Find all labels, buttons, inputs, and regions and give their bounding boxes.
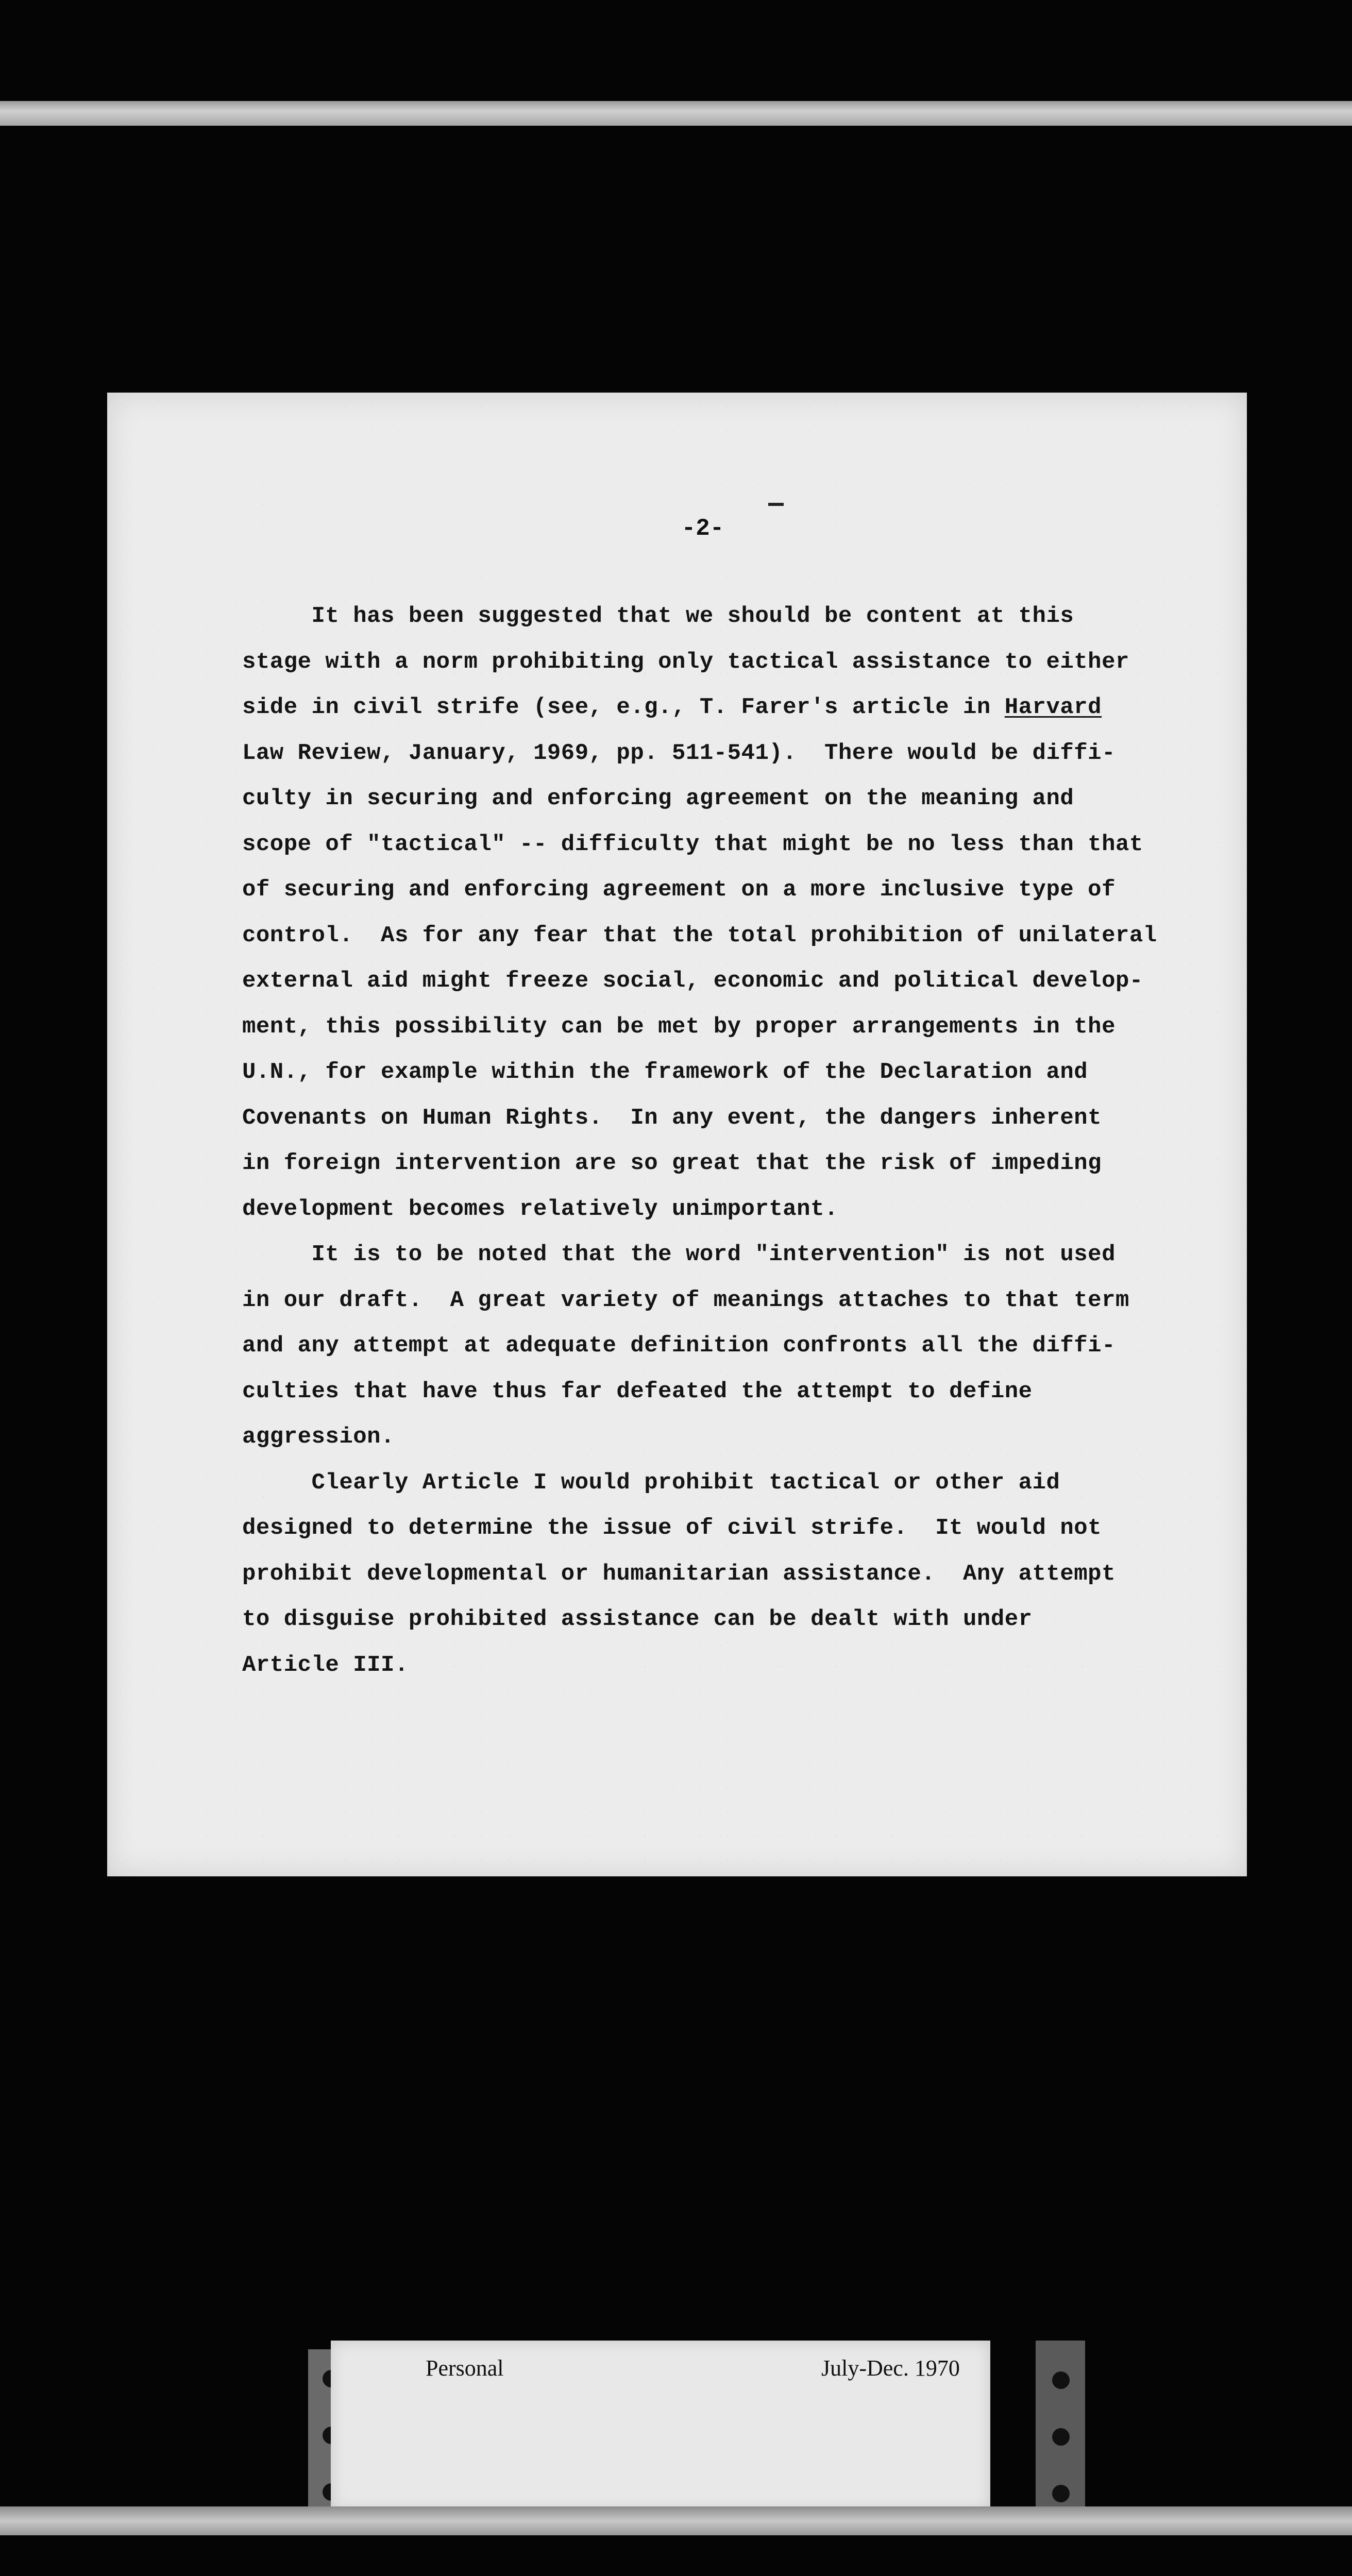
text-line: culties that have thus far defeated the attempt to define [242,1378,1033,1404]
text-line: Covenants on Human Rights. In any event, the dangers inherent [242,1105,1102,1131]
text-line: U.N., for example within the framework of the Declaration and [242,1059,1088,1085]
film-strip-bottom [0,2506,1352,2535]
text-line: Article III. [242,1652,409,1678]
dash-mark [768,503,784,506]
text-line: ment, this possibility can be met by proper arrangements in the [242,1013,1116,1040]
text-line-part: side in civil strife (see, e.g., T. Farer's article in [242,694,1005,720]
punch-hole [1052,2485,1070,2502]
punch-hole [1052,2371,1070,2389]
text-line: aggression. [242,1424,395,1450]
text-line: It is to be noted that the word "intervention" is not used [242,1242,1116,1267]
text-line: of securing and enforcing agreement on a more inclusive type of [242,877,1116,903]
punch-hole [1052,2428,1070,2446]
text-line: external aid might freeze social, economic and political develop- [242,968,1143,994]
paragraph-1 [242,594,1242,1232]
text-line: in our draft. A great variety of meanings attaches to that term [242,1287,1129,1313]
text-line: stage with a norm prohibiting only tactical assistance to either [242,649,1129,675]
text-line: culty in securing and enforcing agreement on the meaning and [242,786,1074,811]
document-body [242,594,1242,1688]
text-line: prohibit developmental or humanitarian assistance. Any attempt [242,1561,1116,1587]
text-line: scope of "tactical" -- difficulty that might be no less than that [242,831,1143,857]
film-strip-top [0,101,1352,126]
journal-title: Harvard [1004,694,1102,720]
text-line: in foreign intervention are so great that the risk of impeding [242,1150,1102,1176]
document-page [107,393,1247,1876]
text-line: to disguise prohibited assistance can be dealt with under [242,1606,1033,1632]
card-holder-right [1036,2341,1085,2511]
label-category: Personal [426,2355,504,2381]
text-line [242,685,1242,731]
text-line: Clearly Article I would prohibit tactical or other aid [242,1469,1060,1496]
text-line: It has been suggested that we should be content at this [242,603,1074,629]
text-line: and any attempt at adequate definition confronts all the diffi- [242,1333,1116,1359]
text-line [242,731,1242,776]
paragraph-3 [242,1460,1242,1688]
label-date-range: July-Dec. 1970 [821,2355,960,2381]
text-line: control. As for any fear that the total prohibition of unilateral [242,922,1157,948]
text-line: designed to determine the issue of civil strife. It would not [242,1515,1102,1541]
text-line: development becomes relatively unimportant. [242,1196,838,1222]
archive-label-card [331,2341,990,2511]
page-number: -2- [681,515,724,542]
text-line-part: Law Review, January, 1969, pp. 511-541). There would be diffi- [242,740,1116,766]
paragraph-2 [242,1232,1242,1460]
